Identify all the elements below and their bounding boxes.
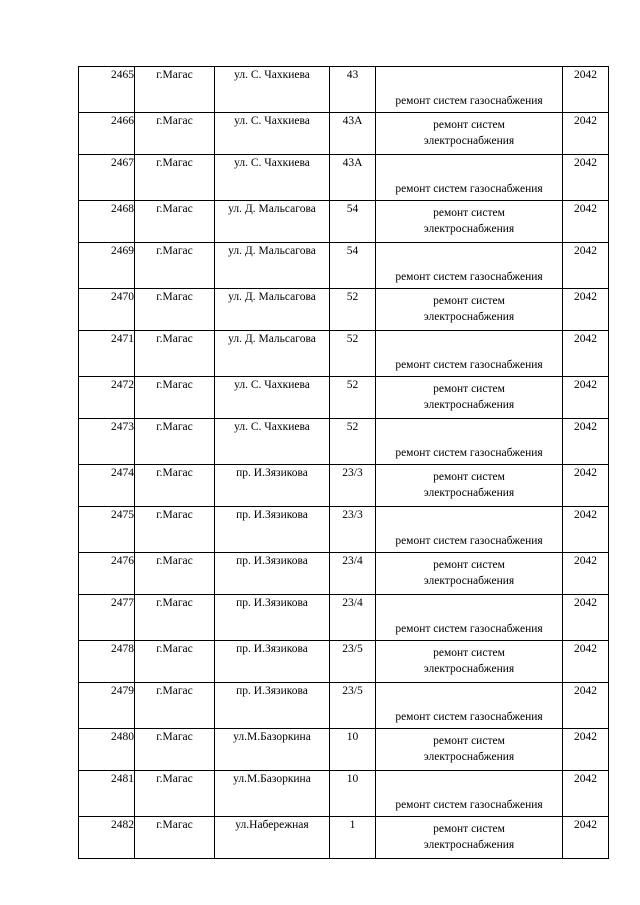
street-cell: пр. И.Зязикова: [215, 552, 330, 595]
city-cell: г.Магас: [135, 243, 215, 289]
house-number-cell: 23/4: [330, 595, 376, 641]
house-number-cell: 43А: [330, 112, 376, 155]
street-cell: пр. И.Зязикова: [215, 464, 330, 507]
street-cell: ул. Д. Мальсагова: [215, 200, 330, 243]
work-type-cell: ремонт систем электроснабжения: [376, 112, 563, 155]
house-number-cell: 43А: [330, 155, 376, 201]
work-type-cell: ремонт систем электроснабжения: [376, 816, 563, 859]
work-type-cell: ремонт систем газоснабжения: [376, 771, 563, 817]
year-cell: 2042: [563, 155, 609, 201]
work-type-cell: ремонт систем электроснабжения: [376, 640, 563, 683]
work-type-cell: ремонт систем газоснабжения: [376, 243, 563, 289]
year-cell: 2042: [563, 331, 609, 377]
row-number-cell: 2482: [79, 816, 135, 859]
year-cell: 2042: [563, 200, 609, 243]
city-cell: г.Магас: [135, 595, 215, 641]
row-number-cell: 2472: [79, 376, 135, 419]
work-type-cell: ремонт систем газоснабжения: [376, 331, 563, 377]
house-number-cell: 52: [330, 376, 376, 419]
row-number-cell: 2465: [79, 67, 135, 113]
street-cell: ул. С. Чахкиева: [215, 419, 330, 465]
table-row: [79, 507, 609, 553]
house-number-cell: 23/4: [330, 552, 376, 595]
year-cell: 2042: [563, 771, 609, 817]
house-number-cell: 10: [330, 728, 376, 771]
row-number-cell: 2468: [79, 200, 135, 243]
row-number-cell: 2470: [79, 288, 135, 331]
table-row: [79, 243, 609, 289]
row-number-cell: 2480: [79, 728, 135, 771]
house-number-cell: 54: [330, 200, 376, 243]
work-type-cell: ремонт систем электроснабжения: [376, 464, 563, 507]
work-type-cell: ремонт систем газоснабжения: [376, 155, 563, 201]
house-number-cell: 10: [330, 771, 376, 817]
table-row: [79, 552, 609, 595]
city-cell: г.Магас: [135, 67, 215, 113]
work-type-cell: ремонт систем газоснабжения: [376, 683, 563, 729]
row-number-cell: 2477: [79, 595, 135, 641]
street-cell: ул. С. Чахкиева: [215, 67, 330, 113]
work-type-cell: ремонт систем газоснабжения: [376, 595, 563, 641]
row-number-cell: 2473: [79, 419, 135, 465]
row-number-cell: 2469: [79, 243, 135, 289]
house-number-cell: 54: [330, 243, 376, 289]
city-cell: г.Магас: [135, 507, 215, 553]
house-number-cell: 1: [330, 816, 376, 859]
year-cell: 2042: [563, 552, 609, 595]
city-cell: г.Магас: [135, 376, 215, 419]
row-number-cell: 2474: [79, 464, 135, 507]
city-cell: г.Магас: [135, 155, 215, 201]
table-row: [79, 331, 609, 377]
street-cell: пр. И.Зязикова: [215, 507, 330, 553]
street-cell: пр. И.Зязикова: [215, 595, 330, 641]
city-cell: г.Магас: [135, 683, 215, 729]
table-row: [79, 640, 609, 683]
year-cell: 2042: [563, 816, 609, 859]
city-cell: г.Магас: [135, 331, 215, 377]
row-number-cell: 2476: [79, 552, 135, 595]
repair-schedule-table: [78, 66, 609, 859]
year-cell: 2042: [563, 288, 609, 331]
work-type-cell: ремонт систем электроснабжения: [376, 728, 563, 771]
table-row: [79, 376, 609, 419]
year-cell: 2042: [563, 464, 609, 507]
house-number-cell: 52: [330, 419, 376, 465]
year-cell: 2042: [563, 67, 609, 113]
street-cell: ул. С. Чахкиева: [215, 155, 330, 201]
table-row: [79, 816, 609, 859]
table-row: [79, 464, 609, 507]
house-number-cell: 23/5: [330, 683, 376, 729]
table-row: [79, 683, 609, 729]
work-type-cell: ремонт систем электроснабжения: [376, 376, 563, 419]
row-number-cell: 2471: [79, 331, 135, 377]
city-cell: г.Магас: [135, 771, 215, 817]
city-cell: г.Магас: [135, 200, 215, 243]
row-number-cell: 2478: [79, 640, 135, 683]
house-number-cell: 23/3: [330, 464, 376, 507]
work-type-cell: ремонт систем электроснабжения: [376, 288, 563, 331]
table-row: [79, 288, 609, 331]
house-number-cell: 23/3: [330, 507, 376, 553]
work-type-cell: ремонт систем электроснабжения: [376, 200, 563, 243]
year-cell: 2042: [563, 376, 609, 419]
year-cell: 2042: [563, 640, 609, 683]
city-cell: г.Магас: [135, 464, 215, 507]
table-body: [79, 67, 609, 859]
table-row: [79, 67, 609, 113]
year-cell: 2042: [563, 419, 609, 465]
table-row: [79, 200, 609, 243]
year-cell: 2042: [563, 243, 609, 289]
work-type-cell: ремонт систем газоснабжения: [376, 419, 563, 465]
row-number-cell: 2479: [79, 683, 135, 729]
table-row: [79, 595, 609, 641]
table-row: [79, 155, 609, 201]
city-cell: г.Магас: [135, 112, 215, 155]
house-number-cell: 52: [330, 331, 376, 377]
year-cell: 2042: [563, 112, 609, 155]
street-cell: ул.М.Базоркина: [215, 771, 330, 817]
work-type-cell: ремонт систем электроснабжения: [376, 552, 563, 595]
city-cell: г.Магас: [135, 552, 215, 595]
city-cell: г.Магас: [135, 288, 215, 331]
year-cell: 2042: [563, 507, 609, 553]
row-number-cell: 2466: [79, 112, 135, 155]
table-row: [79, 771, 609, 817]
street-cell: ул. С. Чахкиева: [215, 376, 330, 419]
street-cell: ул.М.Базоркина: [215, 728, 330, 771]
year-cell: 2042: [563, 728, 609, 771]
work-type-cell: ремонт систем газоснабжения: [376, 67, 563, 113]
city-cell: г.Магас: [135, 728, 215, 771]
house-number-cell: 43: [330, 67, 376, 113]
street-cell: пр. И.Зязикова: [215, 640, 330, 683]
street-cell: ул. С. Чахкиева: [215, 112, 330, 155]
house-number-cell: 23/5: [330, 640, 376, 683]
work-type-cell: ремонт систем газоснабжения: [376, 507, 563, 553]
row-number-cell: 2481: [79, 771, 135, 817]
table-row: [79, 728, 609, 771]
row-number-cell: 2467: [79, 155, 135, 201]
city-cell: г.Магас: [135, 816, 215, 859]
row-number-cell: 2475: [79, 507, 135, 553]
year-cell: 2042: [563, 683, 609, 729]
street-cell: ул. Д. Мальсагова: [215, 288, 330, 331]
table-row: [79, 112, 609, 155]
house-number-cell: 52: [330, 288, 376, 331]
street-cell: пр. И.Зязикова: [215, 683, 330, 729]
street-cell: ул. Д. Мальсагова: [215, 331, 330, 377]
table-row: [79, 419, 609, 465]
city-cell: г.Магас: [135, 640, 215, 683]
street-cell: ул.Набережная: [215, 816, 330, 859]
city-cell: г.Магас: [135, 419, 215, 465]
year-cell: 2042: [563, 595, 609, 641]
street-cell: ул. Д. Мальсагова: [215, 243, 330, 289]
